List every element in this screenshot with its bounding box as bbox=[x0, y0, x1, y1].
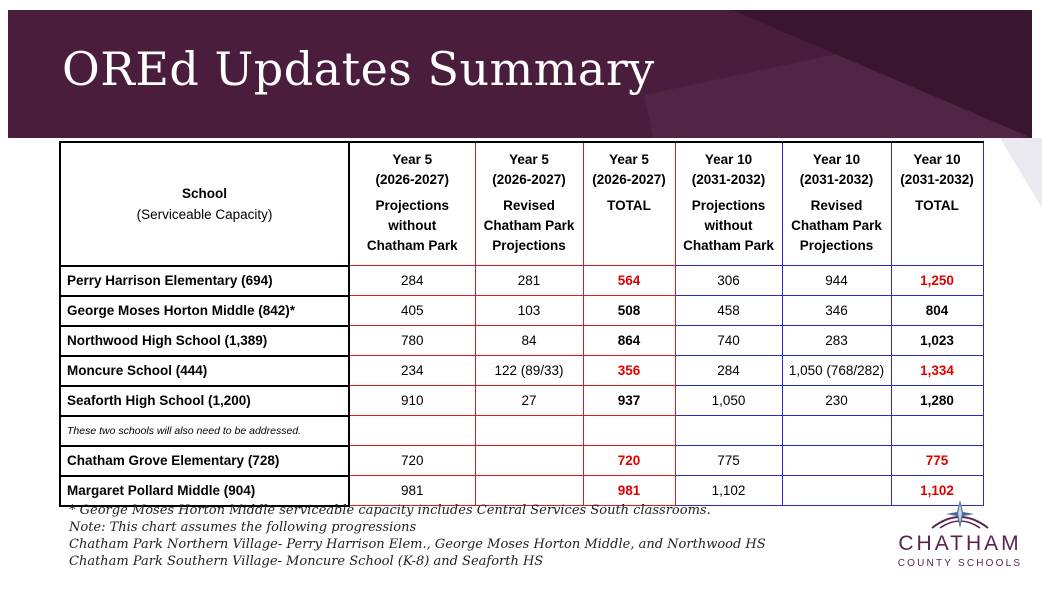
cell-empty bbox=[349, 416, 475, 446]
cell-y10-total: 1,023 bbox=[891, 326, 983, 356]
header-y5-rev bbox=[475, 142, 583, 266]
cell-y5-proj: 981 bbox=[349, 476, 475, 506]
table-row bbox=[60, 296, 983, 326]
header-line: Projections bbox=[492, 238, 566, 253]
chatham-logo bbox=[890, 498, 1030, 578]
cell-y5-total: 356 bbox=[583, 356, 675, 386]
table-row bbox=[60, 266, 983, 296]
footnote-line: Chatham Park Southern Village- Moncure School (K-8) and Seaforth HS bbox=[69, 554, 544, 569]
header-line: Year 10 bbox=[812, 152, 861, 167]
decorative-wedge bbox=[1000, 138, 1042, 208]
cell-y10-proj: 1,102 bbox=[675, 476, 782, 506]
table-row bbox=[60, 326, 983, 356]
cell-note: These two schools will also need to be addressed. bbox=[60, 416, 349, 446]
cell-y5-rev: 122 (89/33) bbox=[475, 356, 583, 386]
cell-y10-rev: 346 bbox=[782, 296, 891, 326]
header-line: (2026-2027) bbox=[375, 172, 450, 187]
cell-y5-proj: 720 bbox=[349, 446, 475, 476]
header-line: Chatham Park bbox=[366, 238, 458, 253]
header-line: School bbox=[181, 185, 227, 201]
summary-table bbox=[59, 141, 984, 507]
header-line: Projections bbox=[691, 198, 766, 213]
cell-y10-proj: 775 bbox=[675, 446, 782, 476]
header-y5-total bbox=[583, 142, 675, 266]
cell-y5-total: 508 bbox=[583, 296, 675, 326]
cell-y10-total: 1,334 bbox=[891, 356, 983, 386]
cell-school: Chatham Grove Elementary (728) bbox=[60, 446, 349, 476]
footnote-line: * George Moses Horton Middle serviceable capacity includes Central Services South classrooms. bbox=[69, 503, 711, 518]
cell-y10-total: 775 bbox=[891, 446, 983, 476]
header-line: TOTAL bbox=[607, 198, 651, 213]
table-header-row bbox=[60, 142, 983, 266]
footnote-line: Chatham Park Northern Village- Perry Harrison Elem., George Moses Horton Middle, and Northwood HS bbox=[69, 537, 766, 552]
cell-y5-total: 937 bbox=[583, 386, 675, 416]
cell-y10-proj: 284 bbox=[675, 356, 782, 386]
table-row bbox=[60, 446, 983, 476]
header-line: Year 5 bbox=[609, 152, 649, 167]
cell-y5-rev bbox=[475, 476, 583, 506]
cell-y10-rev: 944 bbox=[782, 266, 891, 296]
cell-y10-proj: 740 bbox=[675, 326, 782, 356]
header-line: Projections bbox=[375, 198, 450, 213]
cell-y10-proj: 1,050 bbox=[675, 386, 782, 416]
cell-y10-rev: 230 bbox=[782, 386, 891, 416]
cell-y10-total: 1,250 bbox=[891, 266, 983, 296]
cell-school: Perry Harrison Elementary (694) bbox=[60, 266, 349, 296]
header-line: (2026-2027) bbox=[592, 172, 666, 187]
cell-school: Moncure School (444) bbox=[60, 356, 349, 386]
cell-y10-rev bbox=[782, 446, 891, 476]
header-school bbox=[60, 142, 349, 266]
cell-y10-proj: 458 bbox=[675, 296, 782, 326]
header-line: Projections bbox=[799, 238, 874, 253]
header-y10-proj bbox=[675, 142, 782, 266]
header-y10-rev bbox=[782, 142, 891, 266]
header-line: Year 10 bbox=[704, 152, 753, 167]
header-line: without bbox=[388, 218, 437, 233]
cell-y10-total: 1,280 bbox=[891, 386, 983, 416]
compass-star-icon bbox=[928, 498, 992, 532]
cell-y5-total: 564 bbox=[583, 266, 675, 296]
cell-empty bbox=[475, 416, 583, 446]
header-line: Year 10 bbox=[913, 152, 961, 167]
banner-shade bbox=[732, 10, 1032, 138]
header-y10-total bbox=[891, 142, 983, 266]
header-line: Chatham Park bbox=[791, 218, 882, 233]
footnotes bbox=[69, 502, 766, 570]
cell-y5-total: 981 bbox=[583, 476, 675, 506]
header-line: (Serviceable Capacity) bbox=[136, 206, 273, 222]
header-line: Chatham Park bbox=[483, 218, 575, 233]
cell-y5-proj: 780 bbox=[349, 326, 475, 356]
header-line: (2031-2032) bbox=[691, 172, 766, 187]
cell-empty bbox=[583, 416, 675, 446]
cell-y5-rev: 27 bbox=[475, 386, 583, 416]
cell-school: Margaret Pollard Middle (904) bbox=[60, 476, 349, 506]
cell-y5-proj: 284 bbox=[349, 266, 475, 296]
cell-y10-rev: 1,050 (768/282) bbox=[782, 356, 891, 386]
table-row bbox=[60, 386, 983, 416]
logo-name: CHATHAM bbox=[898, 532, 1022, 555]
table-row bbox=[60, 356, 983, 386]
header-line: Year 5 bbox=[509, 152, 549, 167]
cell-y5-rev bbox=[475, 446, 583, 476]
cell-empty bbox=[675, 416, 782, 446]
cell-school: Northwood High School (1,389) bbox=[60, 326, 349, 356]
header-line: (2031-2032) bbox=[799, 172, 874, 187]
header-line: (2026-2027) bbox=[492, 172, 566, 187]
slide-title: OREd Updates Summary bbox=[62, 42, 655, 96]
cell-y10-total: 1,102 bbox=[891, 476, 983, 506]
header-line: Revised bbox=[810, 198, 863, 213]
header-line: TOTAL bbox=[915, 198, 959, 213]
cell-y10-total: 804 bbox=[891, 296, 983, 326]
header-line: without bbox=[704, 218, 753, 233]
cell-y5-rev: 281 bbox=[475, 266, 583, 296]
cell-empty bbox=[782, 416, 891, 446]
header-line: Year 5 bbox=[392, 152, 433, 167]
table-row bbox=[60, 476, 983, 506]
cell-y5-rev: 103 bbox=[475, 296, 583, 326]
cell-school: George Moses Horton Middle (842)* bbox=[60, 296, 349, 326]
header-y5-proj bbox=[349, 142, 475, 266]
footnote-line: Note: This chart assumes the following progressions bbox=[69, 520, 417, 535]
cell-y5-proj: 405 bbox=[349, 296, 475, 326]
cell-y5-rev: 84 bbox=[475, 326, 583, 356]
header-line: Revised bbox=[503, 198, 555, 213]
cell-y10-proj: 306 bbox=[675, 266, 782, 296]
logo-subtitle: COUNTY SCHOOLS bbox=[897, 558, 1023, 569]
cell-y5-total: 720 bbox=[583, 446, 675, 476]
cell-y5-proj: 234 bbox=[349, 356, 475, 386]
cell-empty bbox=[891, 416, 983, 446]
header-line: Chatham Park bbox=[683, 238, 774, 253]
cell-y10-rev: 283 bbox=[782, 326, 891, 356]
cell-y5-total: 864 bbox=[583, 326, 675, 356]
cell-y5-proj: 910 bbox=[349, 386, 475, 416]
table-note-row bbox=[60, 416, 983, 446]
cell-y10-rev bbox=[782, 476, 891, 506]
header-line: (2031-2032) bbox=[900, 172, 974, 187]
cell-school: Seaforth High School (1,200) bbox=[60, 386, 349, 416]
